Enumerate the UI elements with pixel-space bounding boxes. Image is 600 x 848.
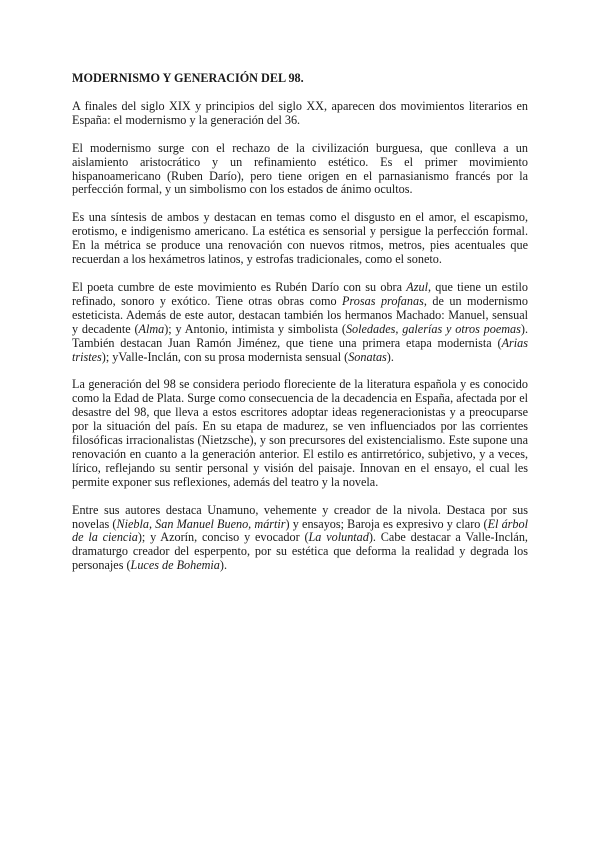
work-title: Sonatas [348, 349, 387, 364]
work-title: Niebla, San Manuel Bueno, mártir [116, 516, 286, 531]
text-run: ); yValle-Inclán, con su prosa modernista sensual ( [101, 349, 349, 364]
text-run: ). También destacan Juan Ramón Jiménez, que tiene una primera etapa modernista ( [72, 321, 529, 350]
text-run: , que tiene un estilo refinado, sonoro y exótico. Tiene otras obras como [72, 279, 529, 308]
work-title: Arias tristes [72, 335, 528, 364]
paragraph-modernismo-autores [72, 281, 528, 364]
work-title: Soledades, galerías y otros poemas [345, 321, 521, 336]
work-title: Prosas profanas [342, 293, 424, 308]
text-run: Entre sus autores destaca Unamuno, vehemente y creador de la nivola. Destaca por sus novelas ( [72, 502, 528, 531]
text-run: ). [386, 349, 394, 364]
text-run: , de un modernismo esteticista. Además de este autor, destacan también los hermanos Machado: Manuel, sensual y decadente ( [72, 293, 528, 336]
text-run: El poeta cumbre de este movimiento es Rubén Darío con su obra [72, 279, 407, 294]
paragraph-generacion-98: La generación del 98 se considera periodo floreciente de la literatura española y es conocido como la Edad de Plata. Surge como consecuencia de la decadencia en España, afectada por el desastre del 98, que lleva a estos escritores adoptar ideas regeneracionistas y a preocuparse por la situación del país. En su etapa de madurez, se ven influenciados por las corrientes filosóficas irracionalistas (Nietzsche), y son precursores del existencialismo. Este supone una renovación en cuanto a la generación anterior. El estilo es antirretórico, subjetivo, y a veces, lírico, reflejando su sentir personal y visión del paisaje. Innovan en el ensayo, el cual les permite exponer sus reflexiones, además del teatro y la novela. [72, 377, 528, 489]
text-run: ). [219, 558, 228, 573]
work-title: Alma [138, 321, 165, 336]
text-run: ); y Azorín, conciso y evocador ( [137, 530, 309, 545]
work-title: El árbol de la ciencia [72, 516, 528, 545]
work-title: Azul [406, 279, 428, 294]
paragraph-modernismo-temas: Es una síntesis de ambos y destacan en temas como el disgusto en el amor, el escapismo, erotismo, e indigenismo americano. La estética es sensorial y persigue la perfección formal. En la métrica se produce una renovación con nuevos ritmos, metros, pies acentuales que recuerdan a los hexámetros latinos, y estrofas tradicionales, como el soneto. [72, 210, 528, 267]
work-title: Luces de Bohemia [130, 558, 220, 573]
paragraph-modernismo-origen: El modernismo surge con el rechazo de la civilización burguesa, que conlleva a un aislamiento aristocrático y un refinamiento estético. Es el primer movimiento hispanoamericano (Ruben Darío), pero tiene origen en el parnasianismo francés por la perfección formal, y un simbolismo con los estados de ánimo ocultos. [72, 140, 528, 197]
document-page [72, 72, 528, 587]
text-run: ); y Antonio, intimista y simbolista ( [164, 321, 346, 336]
text-run: ). Cabe destacar a Valle-Inclán, dramaturgo creador del esperpento, por su estética que deforma la realidad y degrada los personajes ( [72, 530, 528, 573]
work-title: La voluntad [308, 530, 369, 545]
paragraph-intro: A finales del siglo XIX y principios del siglo XX, aparecen dos movimientos literarios en España: el modernismo y la generación del 36. [72, 98, 528, 127]
document-title: MODERNISMO Y GENERACIÓN DEL 98. [72, 71, 304, 85]
text-run: ) y ensayos; Baroja es expresivo y claro ( [285, 516, 488, 531]
paragraph-generacion-98-autores [72, 504, 528, 574]
